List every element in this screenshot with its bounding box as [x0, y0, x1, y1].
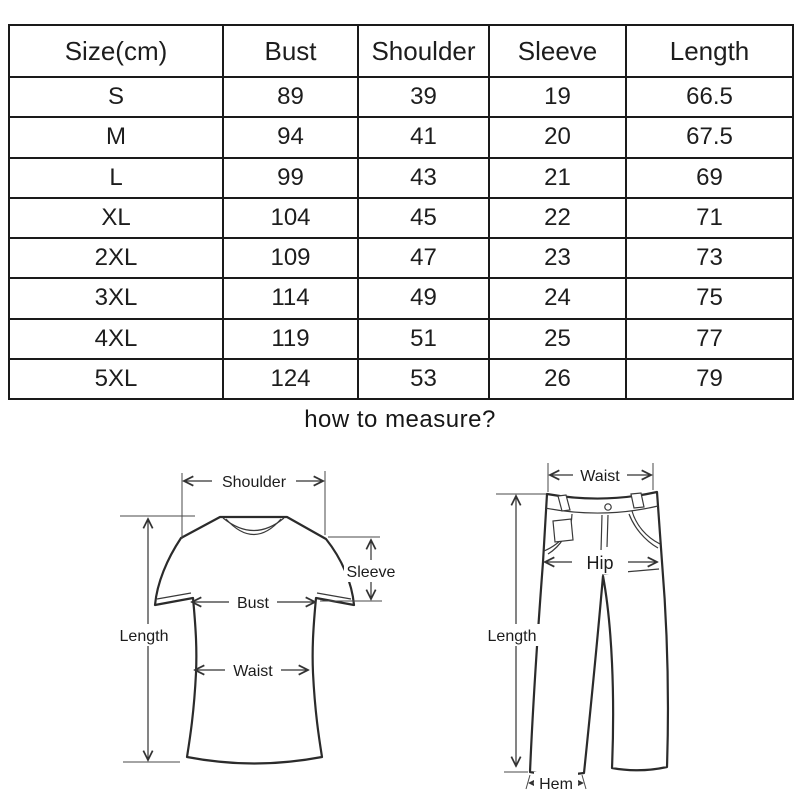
table-row — [9, 319, 793, 359]
value-cell: 79 — [626, 359, 793, 399]
table-row — [9, 238, 793, 278]
value-cell: 94 — [223, 117, 358, 157]
pants-outline — [530, 492, 668, 775]
table-row — [9, 117, 793, 157]
value-cell: 25 — [489, 319, 626, 359]
shirt-shoulder-label: Shoulder — [221, 474, 287, 491]
size-chart-table — [8, 24, 794, 400]
value-cell: 45 — [358, 198, 489, 238]
size-cell: XL — [9, 198, 223, 238]
header-cell-length: Length — [626, 25, 793, 77]
value-cell: 24 — [489, 278, 626, 318]
value-cell: 99 — [223, 158, 358, 198]
how-to-measure-title: how to measure? — [304, 406, 496, 433]
value-cell: 51 — [358, 319, 489, 359]
table-row — [9, 198, 793, 238]
table-row — [9, 359, 793, 399]
tshirt-measure-diagram — [90, 455, 420, 800]
header-cell-bust: Bust — [223, 25, 358, 77]
value-cell: 43 — [358, 158, 489, 198]
value-cell: 77 — [626, 319, 793, 359]
value-cell: 39 — [358, 77, 489, 117]
table-row — [9, 158, 793, 198]
size-cell: 4XL — [9, 319, 223, 359]
size-cell: 5XL — [9, 359, 223, 399]
header-row — [9, 25, 793, 77]
value-cell: 114 — [223, 278, 358, 318]
value-cell: 47 — [358, 238, 489, 278]
value-cell: 119 — [223, 319, 358, 359]
hem-tick-right — [582, 775, 586, 789]
pants-waist-label: Waist — [580, 468, 620, 485]
shirt-length-label: Length — [119, 628, 169, 645]
value-cell: 49 — [358, 278, 489, 318]
value-cell: 21 — [489, 158, 626, 198]
value-cell: 20 — [489, 117, 626, 157]
value-cell: 109 — [223, 238, 358, 278]
size-cell: 3XL — [9, 278, 223, 318]
value-cell: 69 — [626, 158, 793, 198]
pants-length-label: Length — [487, 628, 537, 645]
value-cell: 104 — [223, 198, 358, 238]
header-cell-sleeve: Sleeve — [489, 25, 626, 77]
coin-pocket — [553, 519, 573, 542]
value-cell: 75 — [626, 278, 793, 318]
value-cell: 73 — [626, 238, 793, 278]
value-cell: 124 — [223, 359, 358, 399]
value-cell: 89 — [223, 77, 358, 117]
size-cell: 2XL — [9, 238, 223, 278]
table-row — [9, 278, 793, 318]
value-cell: 41 — [358, 117, 489, 157]
shirt-waist-label: Waist — [233, 663, 273, 680]
shirt-bust-label: Bust — [236, 595, 270, 612]
size-cell: M — [9, 117, 223, 157]
hem-tick-left — [526, 775, 530, 789]
header-cell-shoulder: Shoulder — [358, 25, 489, 77]
belt-loop — [631, 493, 644, 508]
value-cell: 53 — [358, 359, 489, 399]
value-cell: 66.5 — [626, 77, 793, 117]
size-cell: L — [9, 158, 223, 198]
value-cell: 71 — [626, 198, 793, 238]
pants-hem-label: Hem — [539, 776, 573, 793]
shirt-sleeve-label: Sleeve — [346, 564, 396, 581]
value-cell: 26 — [489, 359, 626, 399]
value-cell: 19 — [489, 77, 626, 117]
size-cell: S — [9, 77, 223, 117]
value-cell: 67.5 — [626, 117, 793, 157]
value-cell: 22 — [489, 198, 626, 238]
value-cell: 23 — [489, 238, 626, 278]
table-row — [9, 77, 793, 117]
tshirt-outline — [155, 517, 354, 764]
pants-measure-diagram — [460, 455, 710, 800]
header-cell-size: Size(cm) — [9, 25, 223, 77]
pants-hip-label: Hip — [586, 553, 614, 573]
